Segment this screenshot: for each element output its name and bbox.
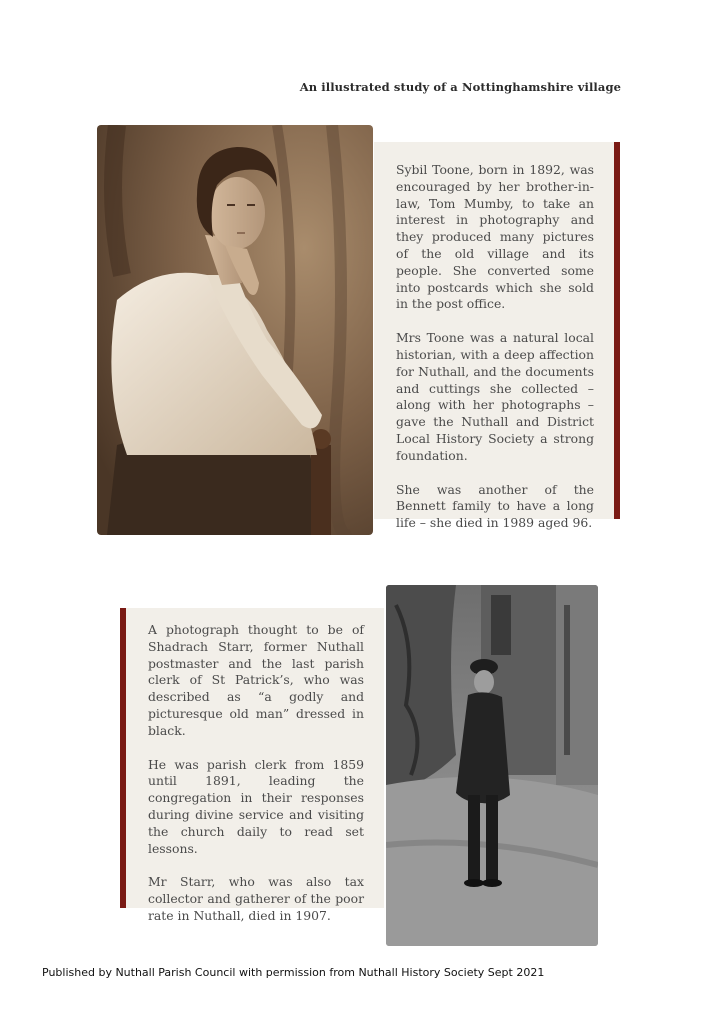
panel-2-paragraph: Mr Starr, who was also tax collector and gatherer of the poor rate in Nuthall, died in 1907. bbox=[148, 874, 364, 923]
sybil-toone-portrait-photo bbox=[97, 125, 373, 535]
panel-1-paragraph: She was another of the Bennett family to have a long life – she died in 1989 aged 96. bbox=[396, 481, 594, 531]
sybil-toone-caption-panel bbox=[374, 142, 620, 531]
shadrach-starr-photo bbox=[386, 585, 598, 946]
panel-2-paragraph: He was parish clerk from 1859 until 1891, leading the congregation in their responses during divine service and visiting the church daily to read set lessons. bbox=[148, 756, 364, 856]
panel-1-paragraph: Mrs Toone was a natural local historian, with a deep affection for Nuthall, and the documents and cuttings she collected – along with her photographs – gave the Nuthall and District Local History Society a strong foundation. bbox=[396, 330, 594, 463]
accent-bar-left bbox=[120, 608, 126, 908]
shadrach-starr-caption-panel bbox=[120, 608, 384, 923]
panel-1-paragraph: Sybil Toone, born in 1892, was encouraged by her brother-in-law, Tom Mumby, to take an interest in photography and they produced many pictures of the old village and its people. She converted some into postcards which she sold in the post office. bbox=[396, 162, 594, 312]
panel-1-text bbox=[396, 162, 594, 549]
accent-bar-right bbox=[614, 142, 620, 519]
panel-2-text bbox=[148, 622, 364, 942]
panel-2-paragraph: A photograph thought to be of Shadrach Starr, former Nuthall postmaster and the last parish clerk of St Patrick’s, who was described as “a godly and picturesque old man” dressed in black. bbox=[148, 622, 364, 738]
page-header-title: An illustrated study of a Nottinghamshire village bbox=[299, 80, 621, 94]
footer-publisher-note: Published by Nuthall Parish Council with permission from Nuthall History Society Sept 2021 bbox=[42, 966, 545, 979]
